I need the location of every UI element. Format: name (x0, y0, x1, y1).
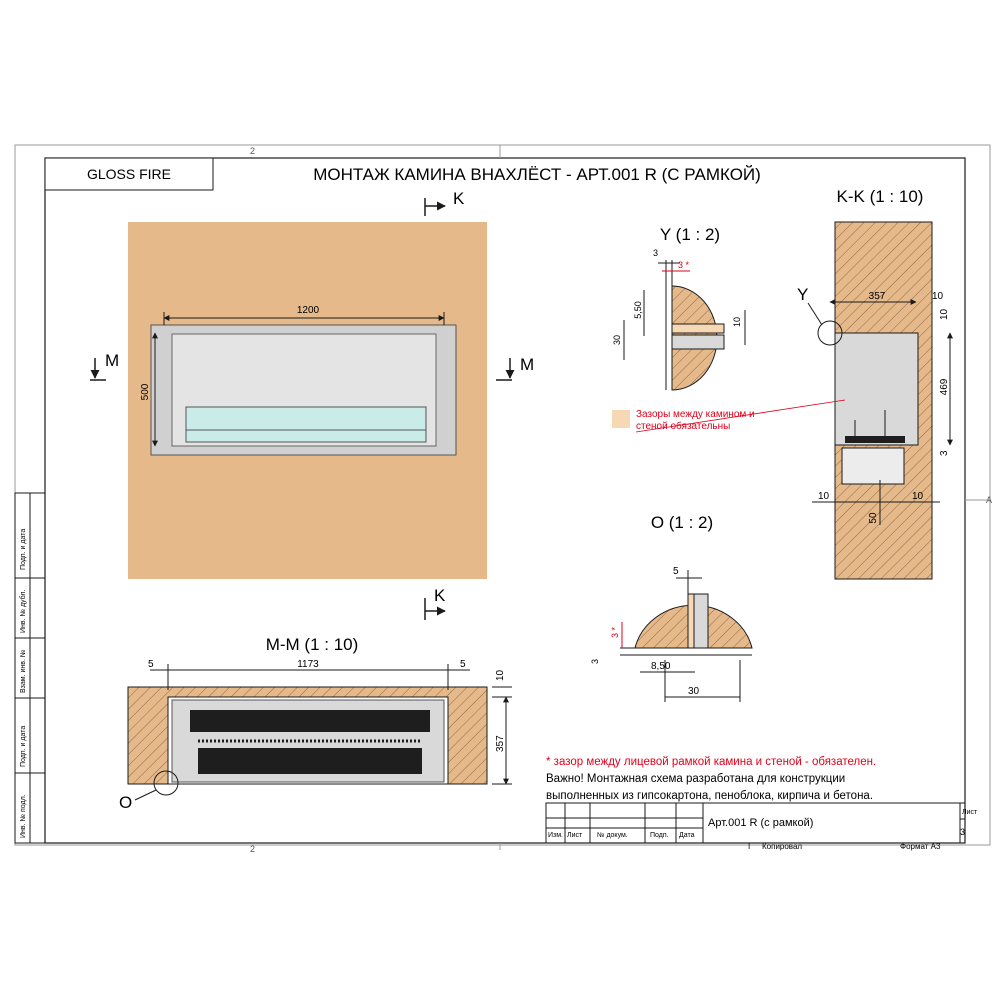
mm-dim-right: 5 (460, 659, 466, 670)
tb-sheet-number: 3 (960, 827, 966, 837)
kk-burner (842, 448, 904, 484)
legend-text-1: Зазоры между камином и (636, 409, 755, 420)
drawing-title: МОНТАЖ КАМИНА ВНАХЛЁСТ - АРТ.001 R (С РАМКОЙ) (313, 165, 761, 184)
title-block (546, 803, 978, 851)
kk-dim-50: 50 (868, 512, 879, 524)
mm-callout-o: O (119, 793, 133, 812)
kk-dim-right-bottom: 3 (939, 450, 950, 456)
section-m-right: M (520, 355, 535, 374)
gap-legend (612, 400, 845, 432)
kk-dim-bottom-right: 10 (912, 491, 924, 502)
section-kk (797, 187, 950, 579)
tb-col-list: Лист (567, 832, 583, 839)
section-k-top: K (453, 189, 465, 208)
kk-dim-right-top: 10 (939, 308, 950, 320)
detail-y (612, 225, 745, 390)
detail-y-dim-10: 10 (732, 316, 742, 328)
stamp-label-vzam-inv: Взам. инв. № (20, 649, 27, 693)
stamp-label-sign-date-1: Подп. и дата (20, 528, 27, 570)
detail-o (590, 513, 752, 702)
detail-y-dim-550: 5,50 (633, 301, 643, 319)
detail-o-dim-850: 8,50 (651, 661, 671, 672)
legend-swatch (612, 410, 630, 428)
stamp-label-sign-date-2: Подп. и дата (20, 725, 27, 767)
detail-o-dim-5: 5 (673, 566, 679, 577)
company-name: GLOSS FIRE (86, 166, 172, 182)
mm-dim-depth: 357 (495, 735, 506, 752)
section-mm (119, 635, 512, 812)
mm-dim-top: 10 (495, 669, 506, 681)
note-warning: * зазор между лицевой рамкой камина и стеной - обязателен. (546, 756, 877, 768)
section-mm-title: M-M (1 : 10) (265, 635, 359, 654)
detail-y-dim-30: 30 (612, 334, 622, 346)
tb-copied: Копировал (762, 842, 803, 851)
zone-label-right: A (986, 495, 993, 505)
section-m-left: M (105, 351, 120, 370)
front-view (90, 189, 534, 620)
kk-dim-bottom-left: 10 (818, 491, 830, 502)
tb-doc-name: Арт.001 R (с рамкой) (708, 817, 814, 829)
note-important-2: выполненных из гипсокартона, пеноблока, кирпича и бетона. (546, 790, 874, 802)
kk-fireplace-body (835, 333, 918, 445)
tb-col-date: Дата (679, 832, 695, 839)
kk-callout-y: Y (797, 285, 809, 304)
mm-burner-bottom (198, 748, 422, 774)
section-kk-title: K-K (1 : 10) (836, 187, 924, 206)
zone-label-top: 2 (250, 146, 256, 156)
detail-y-title: Y (1 : 2) (659, 225, 721, 244)
side-stamp (15, 493, 45, 843)
stamp-label-inv-podl: Инв. № подл. (20, 794, 27, 838)
tb-sheet-label: Лист (962, 809, 978, 816)
tb-format: Формат А3 (900, 842, 941, 851)
tb-col-doc: № докум. (597, 832, 628, 839)
dim-width: 1200 (296, 305, 320, 316)
note-important-1: Важно! Монтажная схема разработана для конструкции (546, 773, 846, 785)
section-k-bottom: K (434, 586, 446, 605)
detail-o-dim-3: 3 (590, 658, 600, 664)
tb-col-sign: Подп. (650, 832, 669, 839)
kk-dim-top-right: 10 (932, 291, 944, 302)
detail-o-dim-gap: 3 * (610, 626, 620, 638)
stamp-label-inv-dubl: Инв. № дубл. (20, 589, 27, 633)
dim-height: 500 (140, 383, 151, 401)
zone-label-bottom: 2 (250, 844, 256, 854)
mm-dim-left: 5 (148, 659, 154, 670)
detail-o-title: O (1 : 2) (650, 513, 714, 532)
kk-dim-469: 469 (939, 378, 950, 396)
legend-text-2: стеной обязательны (636, 421, 731, 432)
tb-col-izm: Изм. (548, 832, 563, 839)
detail-o-dim-30: 30 (688, 686, 700, 697)
mm-burner-top (190, 710, 430, 732)
mm-dim-main: 1173 (297, 659, 319, 670)
kk-dim-357: 357 (868, 291, 886, 302)
tb-mark: I (748, 842, 751, 851)
detail-y-dim-gap: 3 * (678, 260, 690, 270)
glass-panel (186, 407, 426, 442)
detail-y-dim-3: 3 (653, 248, 659, 258)
